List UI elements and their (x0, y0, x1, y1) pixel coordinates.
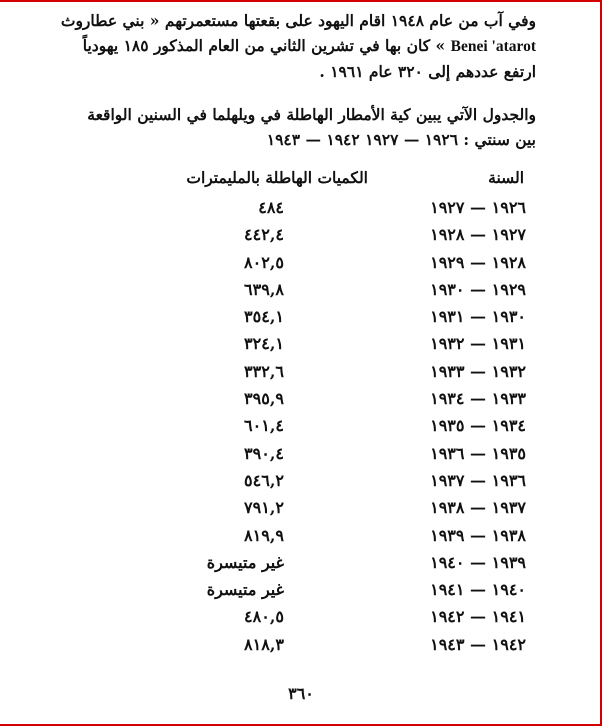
amount-cell: غير متيسرة (206, 580, 284, 600)
year-cell: ١٩٣٣ — ١٩٣٤ (430, 389, 526, 409)
table-row (0, 280, 602, 307)
year-cell: ١٩٤١ — ١٩٤٢ (430, 607, 526, 627)
amount-cell: ٤٨٠,٥ (244, 607, 284, 627)
year-cell: ١٩٣٧ — ١٩٣٨ (430, 498, 526, 518)
table-header-amount: الكميات الهاطلة بالمليمترات (186, 168, 368, 187)
year-cell: ١٩٢٨ — ١٩٢٩ (430, 252, 526, 272)
year-cell: ١٩٣٦ — ١٩٣٧ (430, 470, 526, 490)
amount-cell: غير متيسرة (206, 552, 284, 572)
table-row (0, 498, 602, 525)
amount-cell: ٣٩٠,٤ (244, 443, 284, 463)
rainfall-table (0, 198, 602, 662)
year-cell: ١٩٢٧ — ١٩٢٨ (430, 225, 526, 245)
amount-cell: ٨١٩,٩ (244, 525, 284, 545)
amount-cell: ٦٠١,٤ (244, 416, 284, 436)
year-cell: ١٩٣٥ — ١٩٣٦ (430, 443, 526, 463)
table-row (0, 471, 602, 498)
amount-cell: ٣٢٤,١ (244, 334, 284, 354)
table-header-year: السنة (488, 168, 524, 187)
year-cell: ١٩٢٦ — ١٩٢٧ (430, 198, 526, 217)
table-intro-line-1: والجدول الآتي يبين كية الأمطار الهاطلة في ويلهلما في السنين الواقعة (87, 105, 536, 124)
table-row (0, 580, 602, 607)
amount-cell: ٧٩١,٢ (244, 498, 284, 518)
amount-cell: ٣٥٤,١ (244, 307, 284, 327)
year-cell: ١٩٤٢ — ١٩٤٣ (430, 634, 526, 654)
intro-line-2-latin: Benei 'atarot (450, 38, 536, 55)
table-row (0, 307, 602, 334)
table-row (0, 635, 602, 662)
amount-cell: ٤٨٤ (258, 198, 284, 217)
year-cell: ١٩٣٢ — ١٩٣٣ (430, 361, 526, 381)
table-row (0, 416, 602, 443)
table-row (0, 334, 602, 361)
table-intro-paragraph (54, 102, 536, 152)
table-row (0, 526, 602, 553)
intro-line-1: وفي آب من عام ١٩٤٨ اقام اليهود على بقعتها مستعمرتهم « بني عطاروث (60, 11, 536, 30)
table-row (0, 225, 602, 252)
table-row (0, 362, 602, 389)
amount-cell: ٨٠٢,٥ (244, 252, 284, 272)
year-cell: ١٩٣٠ — ١٩٣١ (430, 307, 526, 327)
table-row (0, 389, 602, 416)
year-cell: ١٩٢٩ — ١٩٣٠ (430, 279, 526, 299)
year-cell: ١٩٤٠ — ١٩٤١ (430, 580, 526, 600)
table-row (0, 553, 602, 580)
table-row (0, 607, 602, 634)
amount-cell: ٦٣٩,٨ (244, 279, 284, 299)
amount-cell: ٣٩٥,٩ (244, 389, 284, 409)
table-row (0, 198, 602, 225)
intro-line-2-arabic: » كان بها في تشرين الثاني من العام المذكور ١٨٥ يهودياً (82, 36, 446, 55)
amount-cell: ٥٤٦,٢ (244, 470, 284, 490)
amount-cell: ٤٤٢,٤ (244, 225, 284, 245)
year-cell: ١٩٣٩ — ١٩٤٠ (430, 552, 526, 572)
amount-cell: ٨١٨,٣ (244, 634, 284, 654)
table-intro-line-2: بين سنتي : ١٩٢٦ — ١٩٢٧ ١٩٤٢ — ١٩٤٣ (266, 130, 536, 149)
table-row (0, 253, 602, 280)
page-number: ٣٦٠ (288, 684, 314, 703)
table-row (0, 444, 602, 471)
amount-cell: ٣٣٢,٦ (244, 361, 284, 381)
year-cell: ١٩٣٤ — ١٩٣٥ (430, 416, 526, 436)
year-cell: ١٩٣٨ — ١٩٣٩ (430, 525, 526, 545)
intro-line-3: ارتفع عددهم إلى ٣٢٠ عام ١٩٦١ . (319, 62, 536, 81)
year-cell: ١٩٣١ — ١٩٣٢ (430, 334, 526, 354)
intro-line-2 (54, 33, 536, 59)
intro-paragraph (54, 8, 536, 84)
